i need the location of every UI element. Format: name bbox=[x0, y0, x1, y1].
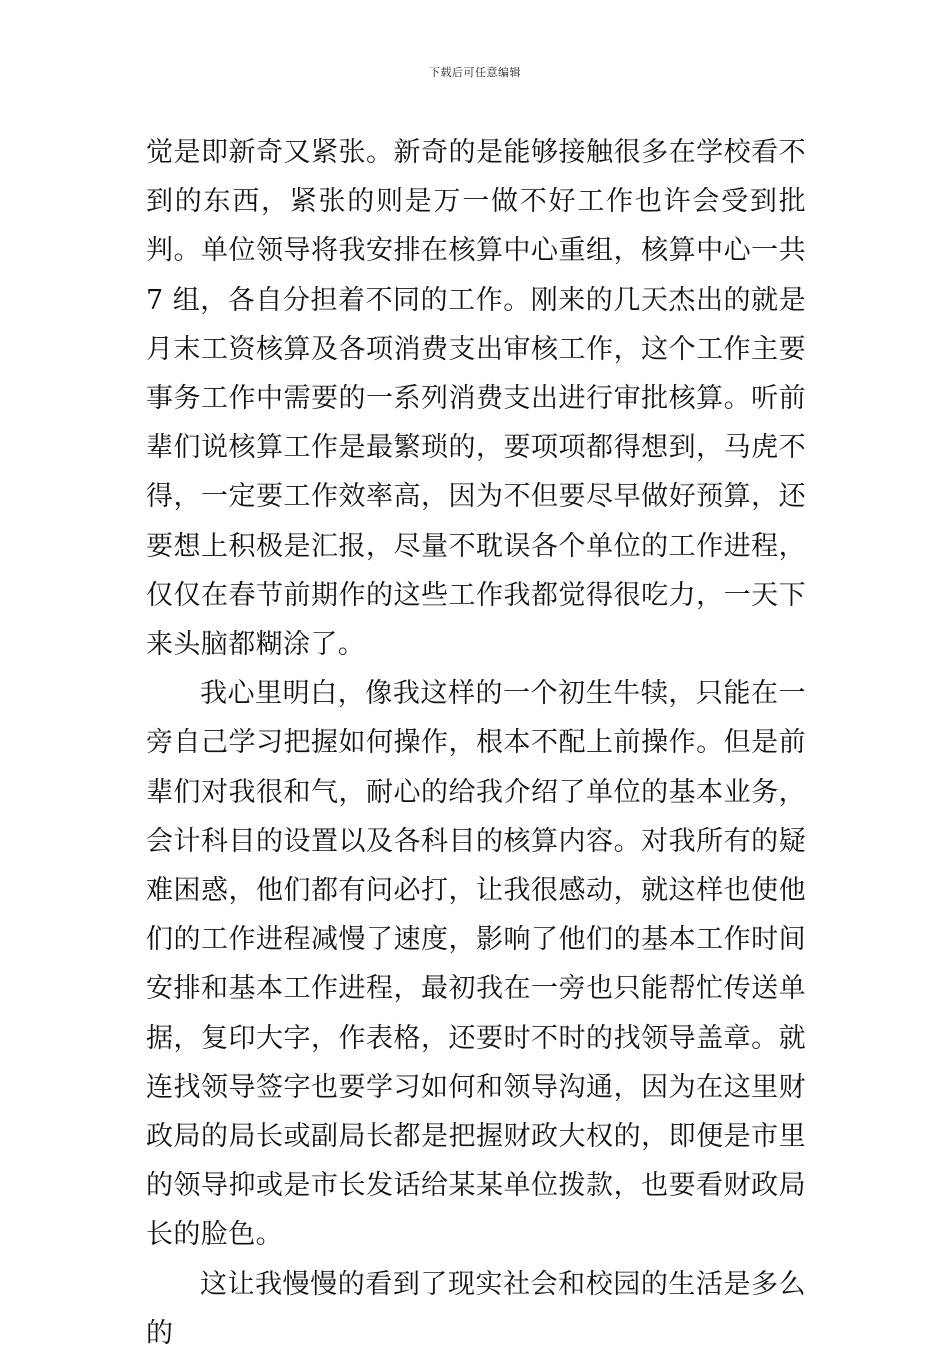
document-body bbox=[146, 128, 806, 1358]
paragraph-3: 这让我慢慢的看到了现实社会和校园的生活是多么的 bbox=[146, 1268, 806, 1349]
paragraph-2: 我心里明白，像我这样的一个初生牛犊，只能在一旁自己学习把握如何操作，根本不配上前操作。但是前辈们对我很和气，耐心的给我介绍了单位的基本业务，会计科目的设置以及各科目的核算内容。对我所有的疑难困惑，他们都有问必打，让我很感动，就这样也使他们的工作进程减慢了速度，影响了他们的基本工作时间安排和基本工作进程，最初我在一旁也只能帮忙传送单据，复印大字，作表格，还要时不时的找领导盖章。就连找领导签字也要学习如何和领导沟通，因为在这里财政局的局长或副局长都是把握财政大权的，即便是市里的领导抑或是市长发话给某某单位拨款，也要看财政局长的脸色。 bbox=[146, 678, 806, 1251]
paragraph-1: 觉是即新奇又紧张。新奇的是能够接触很多在学校看不到的东西，紧张的则是万一做不好工作也许会受到批判。单位领导将我安排在核算中心重组，核算中心一共 7 组，各自分担着不同的工作。刚来的几天杰出的就是月末工资核算及各项消费支出审核工作，这个工作主要事务工作中需要的一系列消费支出进行审批核算。听前辈们说核算工作是最繁琐的，要项项都得想到，马虎不得，一定要工作效率高，因为不但要尽早做好预算，还要想上积极是汇报，尽量不耽误各个单位的工作进程，仅仅在春节前期作的这些工作我都觉得很吃力，一天下来头脑都糊涂了。 bbox=[146, 137, 806, 661]
page-header: 下载后可任意编辑 bbox=[429, 66, 521, 79]
